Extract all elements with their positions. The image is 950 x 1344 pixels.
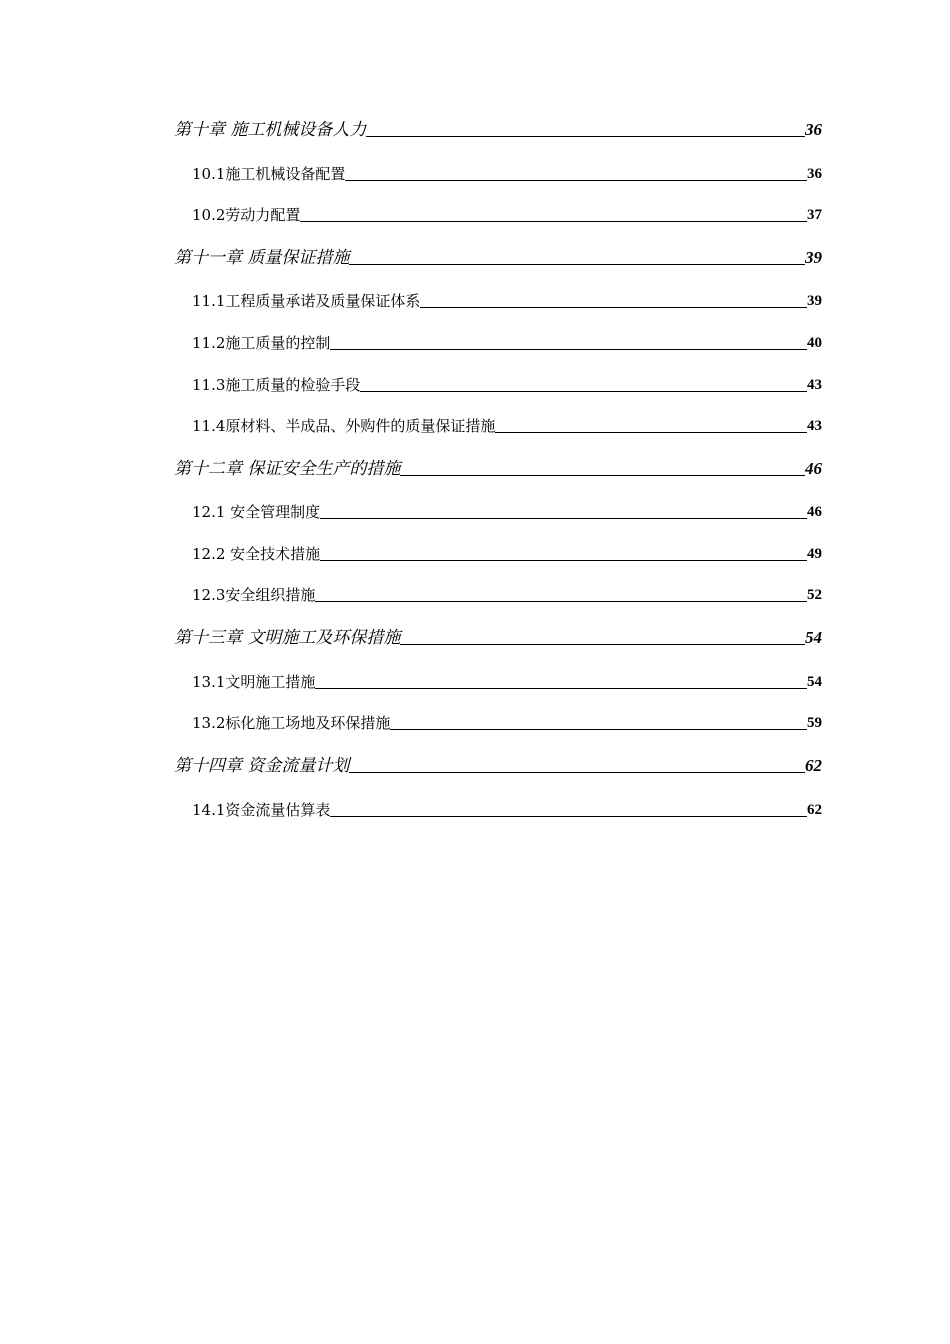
toc-page-number: 46 — [805, 459, 822, 478]
toc-section-13-2[interactable] — [192, 709, 822, 733]
toc-leader-line — [345, 180, 807, 181]
toc-entry-label: 12.3安全组织措施 — [192, 586, 316, 604]
toc-entry-label: 14.1资金流量估算表 — [192, 801, 331, 819]
toc-leader-line — [400, 475, 805, 476]
toc-page-number: 36 — [807, 166, 822, 182]
toc-section-10-2[interactable] — [192, 201, 822, 225]
toc-entry-label: 第十四章 资金流量计划 — [174, 756, 350, 776]
toc-section-12-1[interactable] — [192, 498, 822, 522]
toc-page-number: 62 — [805, 756, 822, 775]
toc-entry-label: 12.2 安全技术措施 — [192, 545, 321, 563]
toc-leader-line — [320, 560, 807, 561]
toc-entry-label: 10.1施工机械设备配置 — [192, 165, 346, 183]
toc-page-number: 43 — [807, 377, 822, 393]
toc-section-12-2[interactable] — [192, 540, 822, 564]
toc-entry-label: 13.2标化施工场地及环保措施 — [192, 714, 391, 732]
toc-leader-line — [400, 644, 805, 645]
toc-page-number: 39 — [805, 248, 822, 267]
toc-leader-line — [420, 307, 807, 308]
toc-section-11-3[interactable] — [192, 371, 822, 395]
toc-page-number: 54 — [805, 628, 822, 647]
toc-entry-label: 11.4原材料、半成品、外购件的质量保证措施 — [192, 417, 496, 435]
toc-page-number: 39 — [807, 293, 822, 309]
toc-leader-line — [349, 772, 805, 773]
toc-entry-label: 10.2劳动力配置 — [192, 206, 301, 224]
toc-page-number: 54 — [807, 674, 822, 690]
toc-leader-line — [320, 518, 807, 519]
toc-page-number: 36 — [805, 120, 822, 139]
toc-section-11-4[interactable] — [192, 412, 822, 436]
toc-leader-line — [390, 729, 807, 730]
toc-section-12-3[interactable] — [192, 581, 822, 605]
toc-chapter-10[interactable] — [174, 116, 822, 140]
toc-section-14-1[interactable] — [192, 796, 822, 820]
toc-leader-line — [315, 688, 807, 689]
toc-chapter-11[interactable] — [174, 244, 822, 268]
toc-page-number: 49 — [807, 546, 822, 562]
toc-entry-label: 11.1工程质量承诺及质量保证体系 — [192, 292, 421, 310]
toc-page-number: 46 — [807, 504, 822, 520]
toc-leader-line — [366, 136, 805, 137]
toc-section-10-1[interactable] — [192, 160, 822, 184]
toc-section-11-2[interactable] — [192, 329, 822, 353]
toc-entry-label: 第十一章 质量保证措施 — [174, 248, 350, 268]
toc-entry-label: 第十章 施工机械设备人力 — [174, 120, 367, 140]
toc-leader-line — [315, 601, 807, 602]
toc-leader-line — [330, 816, 807, 817]
toc-entry-label: 13.1文明施工措施 — [192, 673, 316, 691]
toc-section-13-1[interactable] — [192, 668, 822, 692]
toc-entry-label: 11.2施工质量的控制 — [192, 334, 331, 352]
toc-entry-label: 11.3施工质量的检验手段 — [192, 376, 361, 394]
toc-chapter-14[interactable] — [174, 752, 822, 776]
toc-entry-label: 12.1 安全管理制度 — [192, 503, 321, 521]
toc-leader-line — [349, 264, 805, 265]
toc-page-number: 59 — [807, 715, 822, 731]
toc-leader-line — [330, 349, 807, 350]
toc-section-11-1[interactable] — [192, 287, 822, 311]
toc-page-number: 40 — [807, 335, 822, 351]
toc-entry-label: 第十二章 保证安全生产的措施 — [174, 459, 401, 479]
toc-page-number: 37 — [807, 207, 822, 223]
toc-chapter-13[interactable] — [174, 624, 822, 648]
toc-leader-line — [300, 221, 807, 222]
toc-leader-line — [360, 391, 807, 392]
toc-leader-line — [495, 432, 807, 433]
toc-page-number: 52 — [807, 587, 822, 603]
toc-page-number: 62 — [807, 802, 822, 818]
toc-entry-label: 第十三章 文明施工及环保措施 — [174, 628, 401, 648]
toc-chapter-12[interactable] — [174, 455, 822, 479]
toc-page-number: 43 — [807, 418, 822, 434]
